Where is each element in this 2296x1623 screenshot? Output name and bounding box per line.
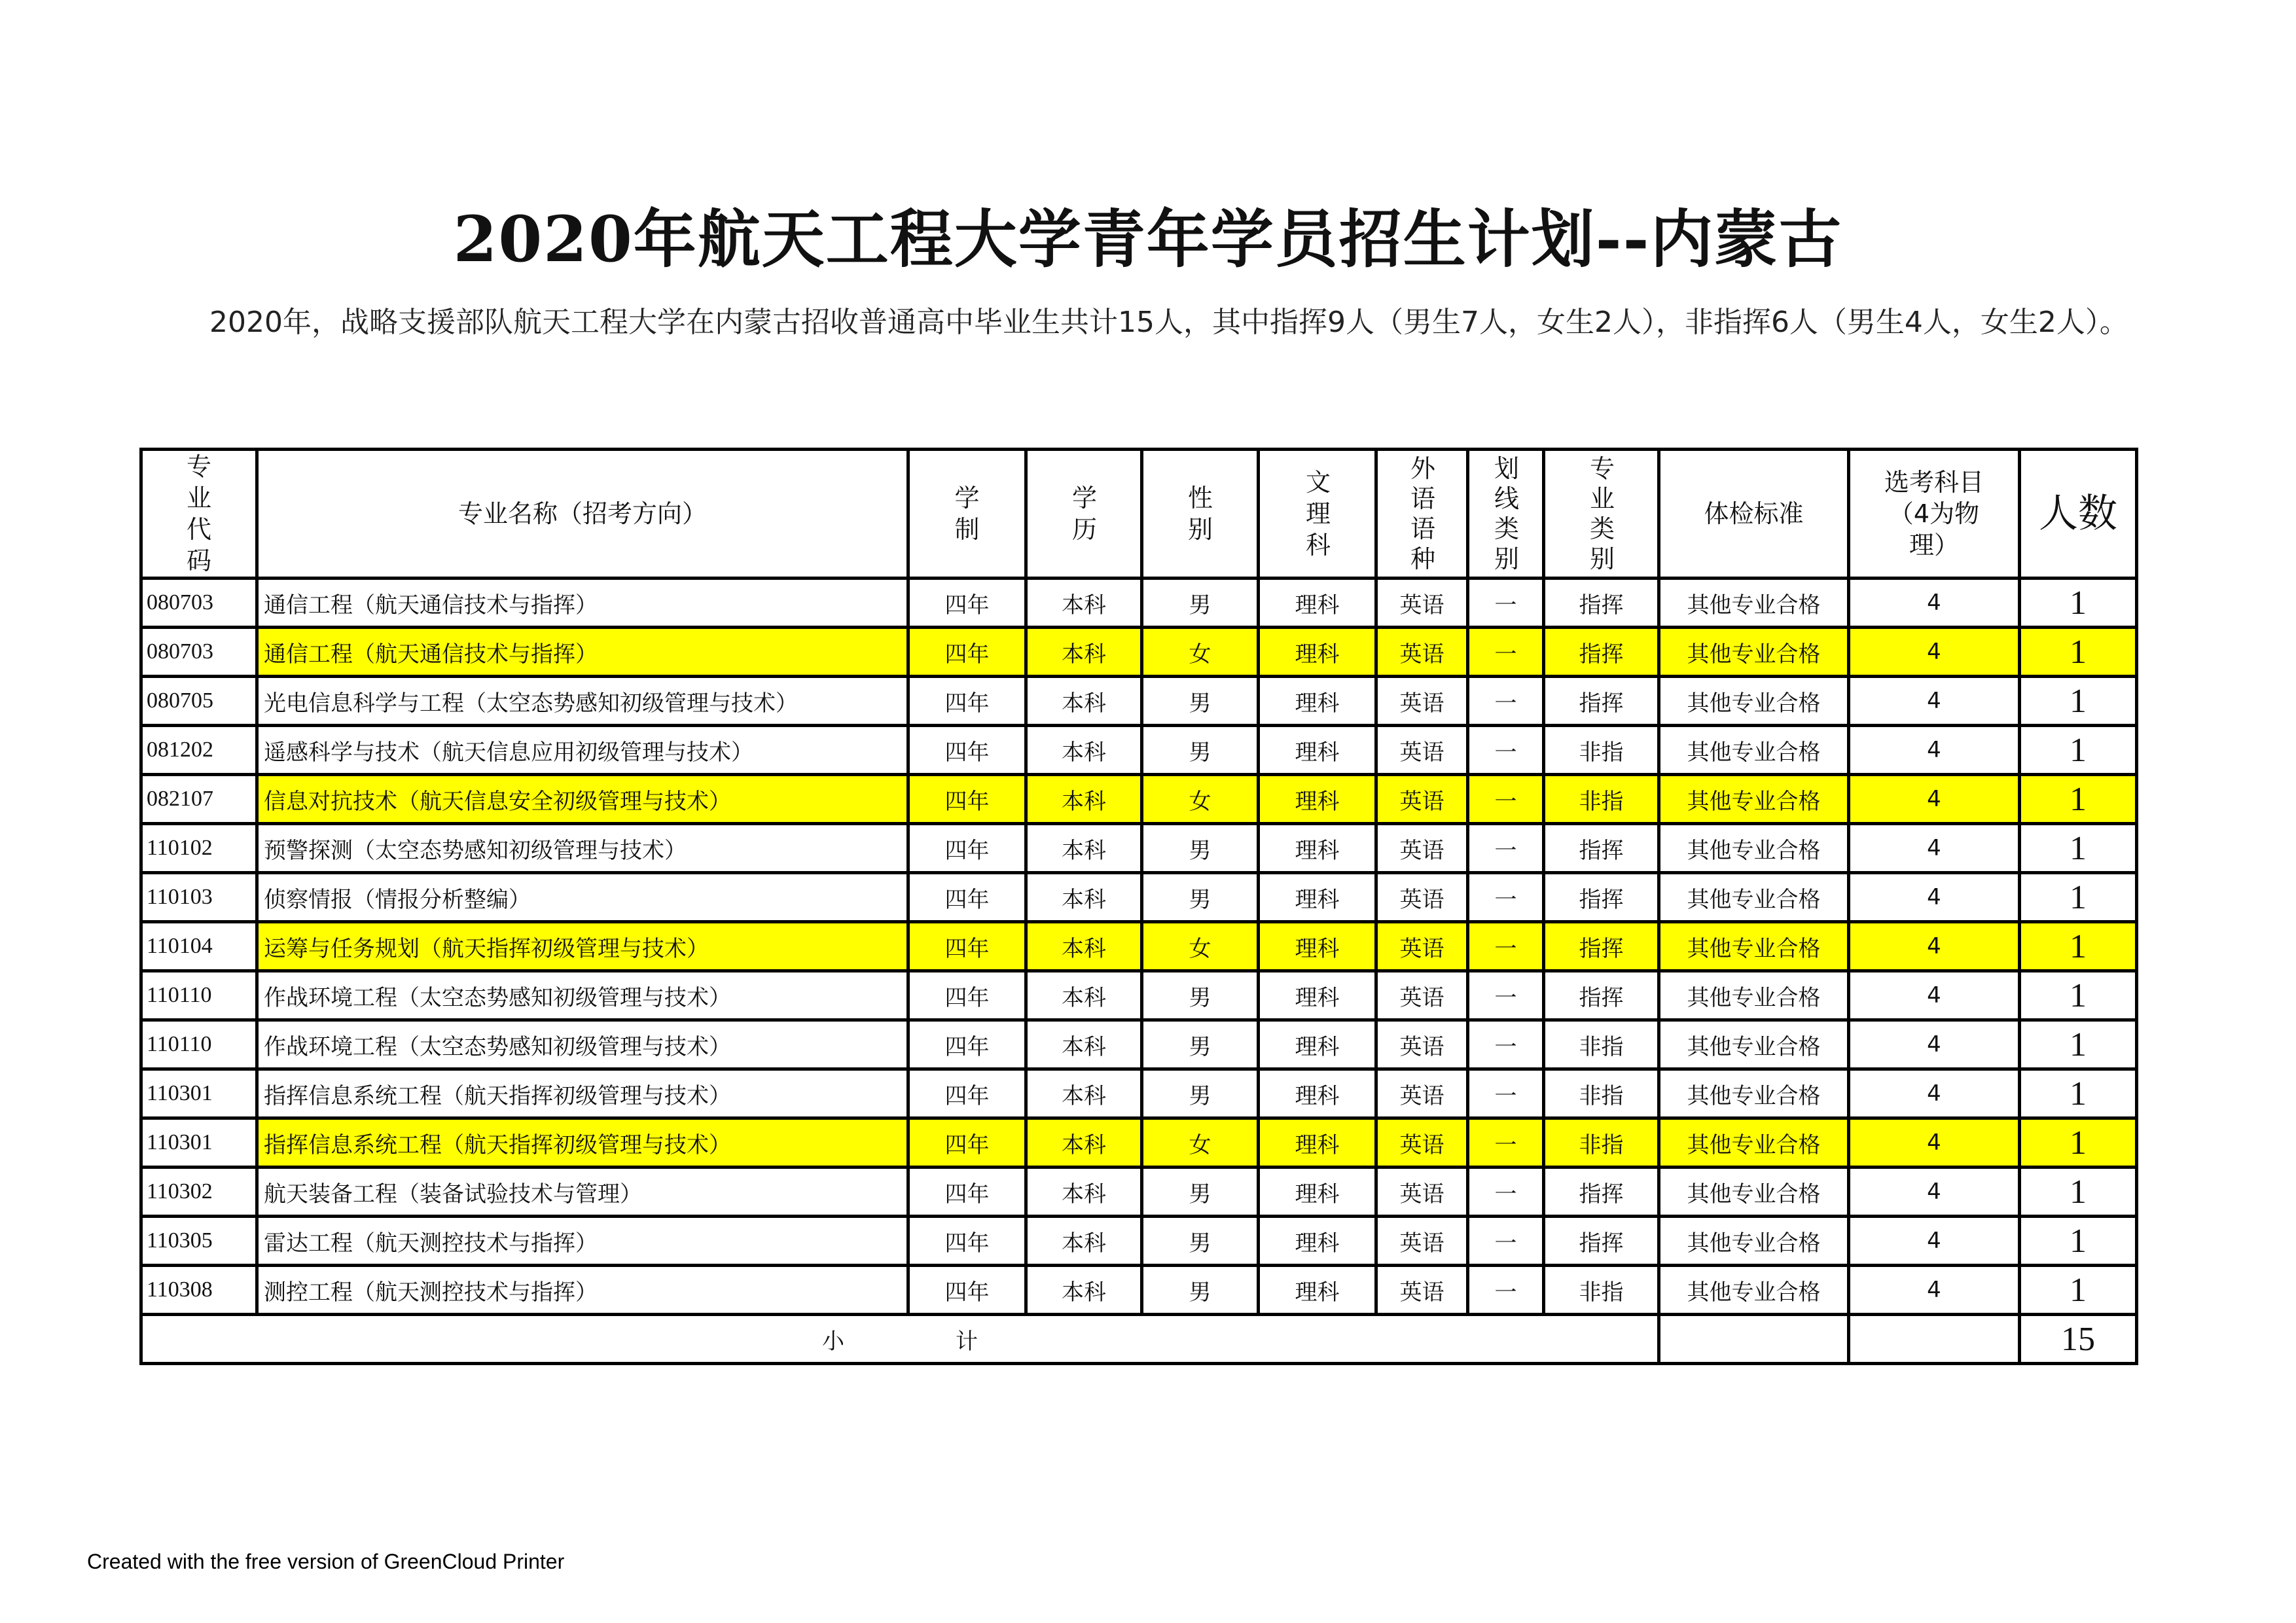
cell-category: 指挥	[1544, 824, 1659, 873]
table-row	[141, 726, 2137, 775]
cell-name: 测控工程（航天测控技术与指挥）	[257, 1266, 908, 1315]
cell-count: 1	[2020, 1217, 2137, 1266]
cell-category: 非指	[1544, 1118, 1659, 1168]
cell-degree: 本科	[1026, 873, 1142, 922]
cell-count: 1	[2020, 726, 2137, 775]
cell-count: 1	[2020, 1168, 2137, 1217]
cell-count: 1	[2020, 677, 2137, 726]
cell-gender: 男	[1142, 971, 1259, 1020]
cell-code: 082107	[141, 775, 257, 824]
cell-name: 运筹与任务规划（航天指挥初级管理与技术）	[257, 922, 908, 971]
cell-duration: 四年	[908, 873, 1026, 922]
cell-subject: 4	[1849, 775, 2020, 824]
cell-subject: 4	[1849, 1217, 2020, 1266]
cell-code: 110102	[141, 824, 257, 873]
cell-physical: 其他专业合格	[1659, 824, 1849, 873]
cell-subject: 4	[1849, 579, 2020, 628]
printer-watermark: Created with the free version of GreenCloud Printer	[87, 1550, 565, 1573]
cell-language: 英语	[1376, 1020, 1468, 1069]
cell-code: 080703	[141, 628, 257, 677]
cell-count: 1	[2020, 1069, 2137, 1118]
cell-count: 1	[2020, 1118, 2137, 1168]
cell-track: 理科	[1259, 1266, 1376, 1315]
cell-code: 110110	[141, 1020, 257, 1069]
cell-code: 110104	[141, 922, 257, 971]
cell-category: 指挥	[1544, 873, 1659, 922]
cell-gender: 女	[1142, 775, 1259, 824]
cell-category: 非指	[1544, 1266, 1659, 1315]
cell-gender: 男	[1142, 1069, 1259, 1118]
cell-code: 110305	[141, 1217, 257, 1266]
cell-name: 航天装备工程（装备试验技术与管理）	[257, 1168, 908, 1217]
table-row	[141, 1217, 2137, 1266]
cell-line: 一	[1468, 1069, 1544, 1118]
cell-gender: 男	[1142, 726, 1259, 775]
cell-line: 一	[1468, 971, 1544, 1020]
cell-degree: 本科	[1026, 1168, 1142, 1217]
cell-name: 指挥信息系统工程（航天指挥初级管理与技术）	[257, 1118, 908, 1168]
cell-line: 一	[1468, 628, 1544, 677]
cell-physical: 其他专业合格	[1659, 628, 1849, 677]
cell-code: 080703	[141, 579, 257, 628]
cell-degree: 本科	[1026, 1069, 1142, 1118]
cell-track: 理科	[1259, 677, 1376, 726]
cell-language: 英语	[1376, 1069, 1468, 1118]
enrollment-table	[139, 448, 2138, 1365]
cell-category: 指挥	[1544, 922, 1659, 971]
cell-gender: 女	[1142, 628, 1259, 677]
cell-name: 指挥信息系统工程（航天指挥初级管理与技术）	[257, 1069, 908, 1118]
cell-category: 指挥	[1544, 628, 1659, 677]
cell-line: 一	[1468, 873, 1544, 922]
cell-duration: 四年	[908, 824, 1026, 873]
cell-gender: 男	[1142, 579, 1259, 628]
cell-code: 110301	[141, 1069, 257, 1118]
cell-track: 理科	[1259, 1168, 1376, 1217]
cell-line: 一	[1468, 922, 1544, 971]
cell-degree: 本科	[1026, 628, 1142, 677]
cell-degree: 本科	[1026, 922, 1142, 971]
cell-physical: 其他专业合格	[1659, 1118, 1849, 1168]
cell-degree: 本科	[1026, 579, 1142, 628]
cell-subject: 4	[1849, 628, 2020, 677]
cell-physical: 其他专业合格	[1659, 579, 1849, 628]
cell-language: 英语	[1376, 824, 1468, 873]
cell-degree: 本科	[1026, 1118, 1142, 1168]
cell-line: 一	[1468, 1266, 1544, 1315]
subtotal-label: 小 计	[141, 1315, 1659, 1364]
cell-code: 081202	[141, 726, 257, 775]
cell-degree: 本科	[1026, 1266, 1142, 1315]
cell-count: 1	[2020, 579, 2137, 628]
table-row	[141, 1020, 2137, 1069]
cell-language: 英语	[1376, 1168, 1468, 1217]
cell-language: 英语	[1376, 1266, 1468, 1315]
cell-physical: 其他专业合格	[1659, 922, 1849, 971]
cell-category: 非指	[1544, 775, 1659, 824]
table-row	[141, 873, 2137, 922]
header-language: 外语语种	[1376, 450, 1468, 579]
cell-duration: 四年	[908, 1020, 1026, 1069]
cell-subject: 4	[1849, 677, 2020, 726]
subtotal-count: 15	[2020, 1315, 2137, 1364]
table-row	[141, 579, 2137, 628]
cell-line: 一	[1468, 579, 1544, 628]
cell-subject: 4	[1849, 1020, 2020, 1069]
cell-physical: 其他专业合格	[1659, 775, 1849, 824]
cell-gender: 男	[1142, 1217, 1259, 1266]
cell-physical: 其他专业合格	[1659, 1020, 1849, 1069]
cell-subject: 4	[1849, 1118, 2020, 1168]
cell-duration: 四年	[908, 579, 1026, 628]
cell-language: 英语	[1376, 628, 1468, 677]
table-row	[141, 1168, 2137, 1217]
table-row	[141, 628, 2137, 677]
cell-line: 一	[1468, 1020, 1544, 1069]
header-line: 划线类别	[1468, 450, 1544, 579]
cell-count: 1	[2020, 971, 2137, 1020]
cell-subject: 4	[1849, 873, 2020, 922]
cell-language: 英语	[1376, 579, 1468, 628]
cell-subject: 4	[1849, 922, 2020, 971]
cell-line: 一	[1468, 775, 1544, 824]
cell-line: 一	[1468, 1118, 1544, 1168]
cell-name: 遥感科学与技术（航天信息应用初级管理与技术）	[257, 726, 908, 775]
cell-subject: 4	[1849, 726, 2020, 775]
cell-track: 理科	[1259, 1069, 1376, 1118]
cell-name: 作战环境工程（太空态势感知初级管理与技术）	[257, 1020, 908, 1069]
table-row	[141, 1266, 2137, 1315]
cell-gender: 男	[1142, 1168, 1259, 1217]
header-gender: 性别	[1142, 450, 1259, 579]
cell-language: 英语	[1376, 726, 1468, 775]
table-row	[141, 775, 2137, 824]
cell-gender: 女	[1142, 1118, 1259, 1168]
table-row	[141, 1069, 2137, 1118]
cell-track: 理科	[1259, 1118, 1376, 1168]
cell-code: 110308	[141, 1266, 257, 1315]
table-row	[141, 677, 2137, 726]
cell-physical: 其他专业合格	[1659, 1069, 1849, 1118]
cell-physical: 其他专业合格	[1659, 726, 1849, 775]
cell-physical: 其他专业合格	[1659, 971, 1849, 1020]
intro-paragraph: 2020年，战略支援部队航天工程大学在内蒙古招收普通高中毕业生共计15人，其中指挥9人（男生7人，女生2人），非指挥6人（男生4人，女生2人）。	[209, 306, 2128, 339]
cell-duration: 四年	[908, 971, 1026, 1020]
table-row	[141, 824, 2137, 873]
cell-physical: 其他专业合格	[1659, 873, 1849, 922]
cell-track: 理科	[1259, 824, 1376, 873]
cell-subject: 4	[1849, 1266, 2020, 1315]
header-duration: 学制	[908, 450, 1026, 579]
cell-physical: 其他专业合格	[1659, 1266, 1849, 1315]
subtotal-row	[141, 1315, 2137, 1364]
header-track: 文理科	[1259, 450, 1376, 579]
cell-duration: 四年	[908, 1266, 1026, 1315]
cell-track: 理科	[1259, 579, 1376, 628]
cell-duration: 四年	[908, 1069, 1026, 1118]
table-header-row	[141, 450, 2137, 579]
cell-subject: 4	[1849, 824, 2020, 873]
cell-count: 1	[2020, 873, 2137, 922]
cell-gender: 男	[1142, 1266, 1259, 1315]
header-code: 专业代码	[141, 450, 257, 579]
cell-language: 英语	[1376, 1217, 1468, 1266]
cell-count: 1	[2020, 824, 2137, 873]
cell-count: 1	[2020, 1266, 2137, 1315]
cell-physical: 其他专业合格	[1659, 1217, 1849, 1266]
cell-code: 110103	[141, 873, 257, 922]
cell-code: 110302	[141, 1168, 257, 1217]
cell-gender: 男	[1142, 824, 1259, 873]
cell-line: 一	[1468, 824, 1544, 873]
cell-name: 雷达工程（航天测控技术与指挥）	[257, 1217, 908, 1266]
cell-gender: 男	[1142, 677, 1259, 726]
cell-degree: 本科	[1026, 824, 1142, 873]
cell-gender: 女	[1142, 922, 1259, 971]
cell-line: 一	[1468, 1217, 1544, 1266]
cell-degree: 本科	[1026, 971, 1142, 1020]
cell-category: 指挥	[1544, 1168, 1659, 1217]
cell-degree: 本科	[1026, 1020, 1142, 1069]
cell-language: 英语	[1376, 677, 1468, 726]
cell-category: 指挥	[1544, 677, 1659, 726]
cell-duration: 四年	[908, 922, 1026, 971]
cell-language: 英语	[1376, 1118, 1468, 1168]
cell-name: 信息对抗技术（航天信息安全初级管理与技术）	[257, 775, 908, 824]
header-name: 专业名称（招考方向）	[257, 450, 908, 579]
cell-duration: 四年	[908, 726, 1026, 775]
cell-category: 非指	[1544, 1020, 1659, 1069]
cell-degree: 本科	[1026, 677, 1142, 726]
cell-line: 一	[1468, 677, 1544, 726]
cell-name: 通信工程（航天通信技术与指挥）	[257, 628, 908, 677]
cell-category: 指挥	[1544, 971, 1659, 1020]
cell-category: 指挥	[1544, 1217, 1659, 1266]
cell-category: 非指	[1544, 726, 1659, 775]
cell-duration: 四年	[908, 677, 1026, 726]
cell-name: 预警探测（太空态势感知初级管理与技术）	[257, 824, 908, 873]
cell-code: 110110	[141, 971, 257, 1020]
cell-line: 一	[1468, 726, 1544, 775]
cell-name: 侦察情报（情报分析整编）	[257, 873, 908, 922]
cell-name: 光电信息科学与工程（太空态势感知初级管理与技术）	[257, 677, 908, 726]
cell-track: 理科	[1259, 628, 1376, 677]
table-row	[141, 922, 2137, 971]
header-category: 专业类别	[1544, 450, 1659, 579]
cell-code: 080705	[141, 677, 257, 726]
cell-name: 作战环境工程（太空态势感知初级管理与技术）	[257, 971, 908, 1020]
cell-track: 理科	[1259, 922, 1376, 971]
cell-name: 通信工程（航天通信技术与指挥）	[257, 579, 908, 628]
cell-duration: 四年	[908, 775, 1026, 824]
subtotal-physical	[1659, 1315, 1849, 1364]
cell-physical: 其他专业合格	[1659, 677, 1849, 726]
cell-category: 非指	[1544, 1069, 1659, 1118]
cell-gender: 男	[1142, 873, 1259, 922]
cell-duration: 四年	[908, 1217, 1026, 1266]
page-title: 2020年航天工程大学青年学员招生计划--内蒙古	[453, 202, 1843, 276]
cell-count: 1	[2020, 628, 2137, 677]
cell-track: 理科	[1259, 1020, 1376, 1069]
cell-duration: 四年	[908, 628, 1026, 677]
cell-track: 理科	[1259, 775, 1376, 824]
header-degree: 学历	[1026, 450, 1142, 579]
cell-language: 英语	[1376, 922, 1468, 971]
header-subject: 选考科目（4为物理）	[1849, 450, 2020, 579]
cell-duration: 四年	[908, 1118, 1026, 1168]
cell-subject: 4	[1849, 1069, 2020, 1118]
cell-track: 理科	[1259, 1217, 1376, 1266]
cell-duration: 四年	[908, 1168, 1026, 1217]
cell-track: 理科	[1259, 971, 1376, 1020]
cell-track: 理科	[1259, 726, 1376, 775]
cell-line: 一	[1468, 1168, 1544, 1217]
cell-subject: 4	[1849, 971, 2020, 1020]
cell-category: 指挥	[1544, 579, 1659, 628]
header-physical: 体检标准	[1659, 450, 1849, 579]
cell-physical: 其他专业合格	[1659, 1168, 1849, 1217]
cell-degree: 本科	[1026, 775, 1142, 824]
table-row	[141, 1118, 2137, 1168]
cell-degree: 本科	[1026, 726, 1142, 775]
cell-code: 110301	[141, 1118, 257, 1168]
cell-language: 英语	[1376, 971, 1468, 1020]
cell-subject: 4	[1849, 1168, 2020, 1217]
cell-count: 1	[2020, 775, 2137, 824]
cell-track: 理科	[1259, 873, 1376, 922]
cell-count: 1	[2020, 922, 2137, 971]
subtotal-subject	[1849, 1315, 2020, 1364]
cell-language: 英语	[1376, 873, 1468, 922]
table-row	[141, 971, 2137, 1020]
cell-degree: 本科	[1026, 1217, 1142, 1266]
cell-count: 1	[2020, 1020, 2137, 1069]
header-count: 人数	[2020, 450, 2137, 579]
cell-gender: 男	[1142, 1020, 1259, 1069]
cell-language: 英语	[1376, 775, 1468, 824]
